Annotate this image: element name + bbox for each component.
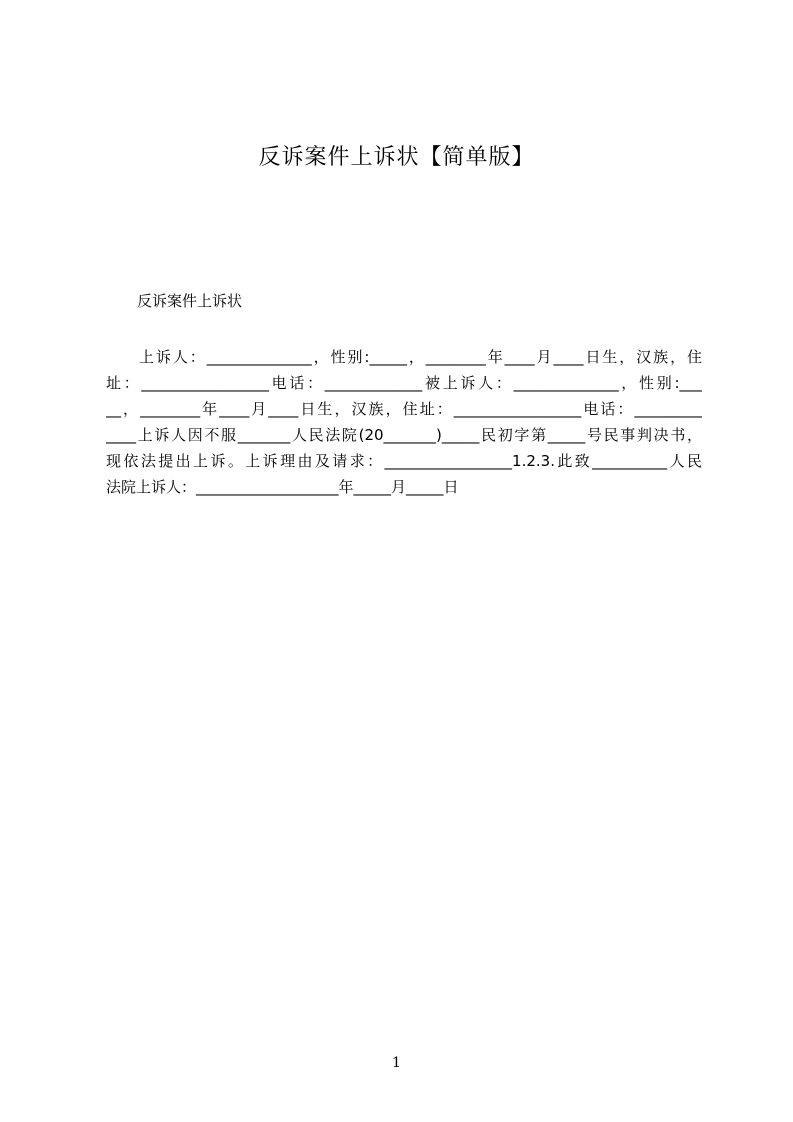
body-line: 现依法提出上诉。上诉理由及请求：_________________1.2.3.此致__________人民 [106,452,702,470]
body-line: __，________年____月____日生，汉族，住址：_________________电话：_________ [106,400,702,418]
document-subheading: 反诉案件上诉状 [137,292,243,310]
appeal-body [106,344,702,500]
body-line: 法院上诉人：___________________年_____月_____日 [106,478,459,496]
body-line: ____上诉人因不服_______人民法院(20_______)_____民初字第_____号民事判决书， [106,426,702,444]
document-title: 反诉案件上诉状【简单版】 [258,145,535,170]
body-line: 址：_________________电话：_____________被上诉人：______________，性别:___ [106,374,702,392]
body-line: 上诉人：______________，性别:_____，________年____月____日生，汉族，住 [139,348,702,366]
page-number: 1 [392,1055,401,1071]
